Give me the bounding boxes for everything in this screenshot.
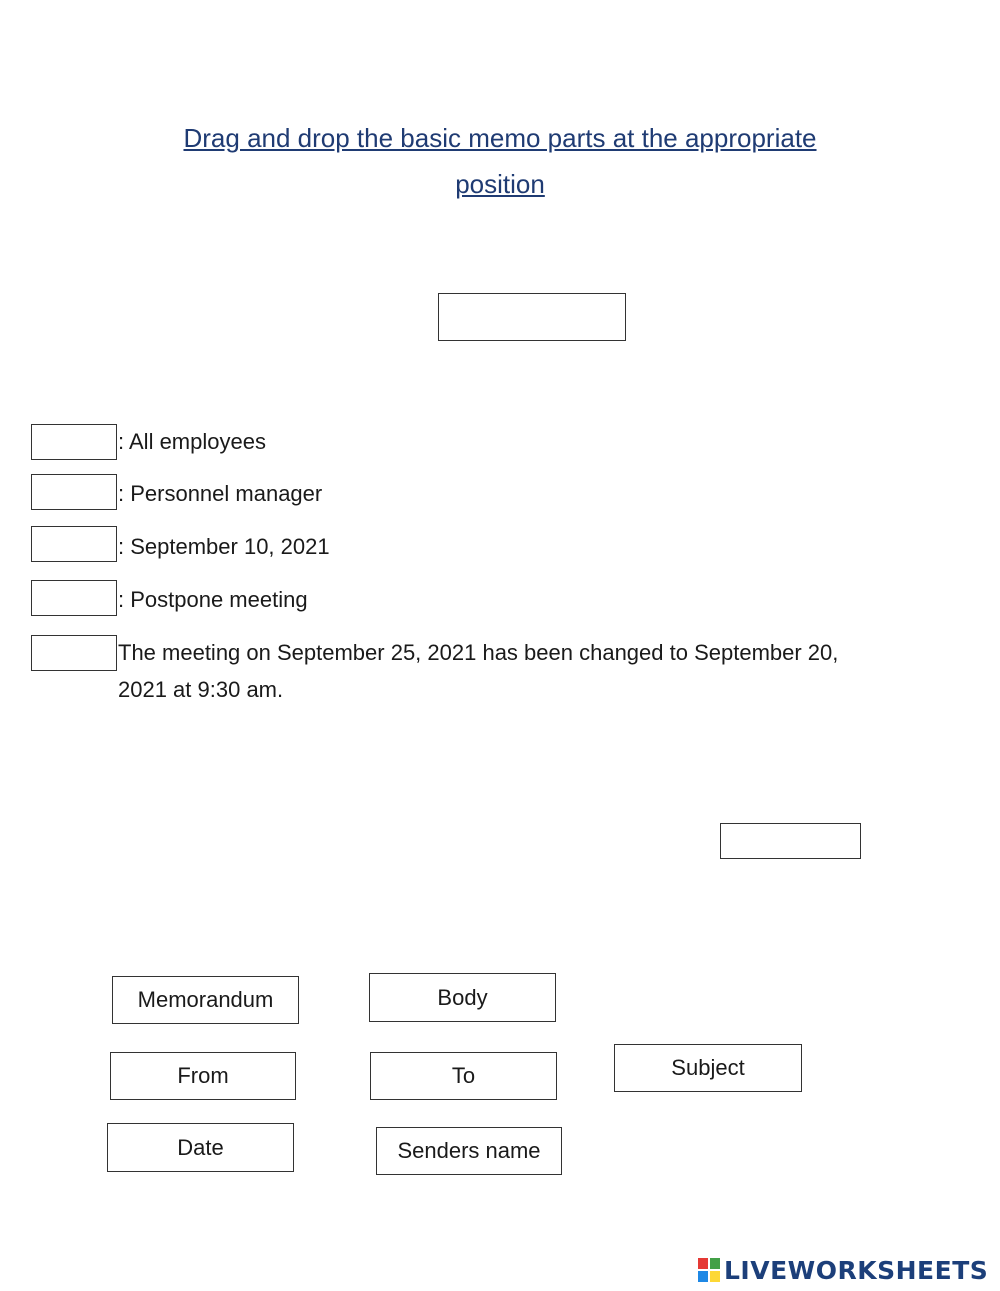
drop-zone-date[interactable] <box>31 526 117 562</box>
drop-zone-to[interactable] <box>31 424 117 460</box>
body-text: The meeting on September 25, 2021 has been changed to September 20, 2021 at 9:30 am. <box>118 640 839 702</box>
drop-zone-body[interactable] <box>31 635 117 671</box>
chip-memorandum[interactable]: Memorandum <box>112 976 299 1024</box>
chip-body[interactable]: Body <box>369 973 556 1022</box>
chip-date[interactable]: Date <box>107 1123 294 1172</box>
chip-from[interactable]: From <box>110 1052 296 1100</box>
to-value: : All employees <box>118 429 266 454</box>
chip-subject[interactable]: Subject <box>614 1044 802 1092</box>
drop-zone-senders-name[interactable] <box>720 823 861 859</box>
chip-to[interactable]: To <box>370 1052 557 1100</box>
liveworksheets-logo <box>698 1252 988 1288</box>
drop-zone-heading[interactable] <box>438 293 626 341</box>
subject-value: : Postpone meeting <box>118 587 308 612</box>
from-value: : Personnel manager <box>118 481 323 506</box>
drop-zone-subject[interactable] <box>31 580 117 616</box>
instruction-title: Drag and drop the basic memo parts at the appropriate position <box>183 123 817 199</box>
date-value: : September 10, 2021 <box>118 534 330 559</box>
drop-zone-from[interactable] <box>31 474 117 510</box>
chip-senders-name[interactable]: Senders name <box>376 1127 562 1175</box>
logo-text: LIVEWORKSHEETS <box>724 1255 989 1285</box>
liveworksheets-logo-icon <box>698 1258 720 1282</box>
